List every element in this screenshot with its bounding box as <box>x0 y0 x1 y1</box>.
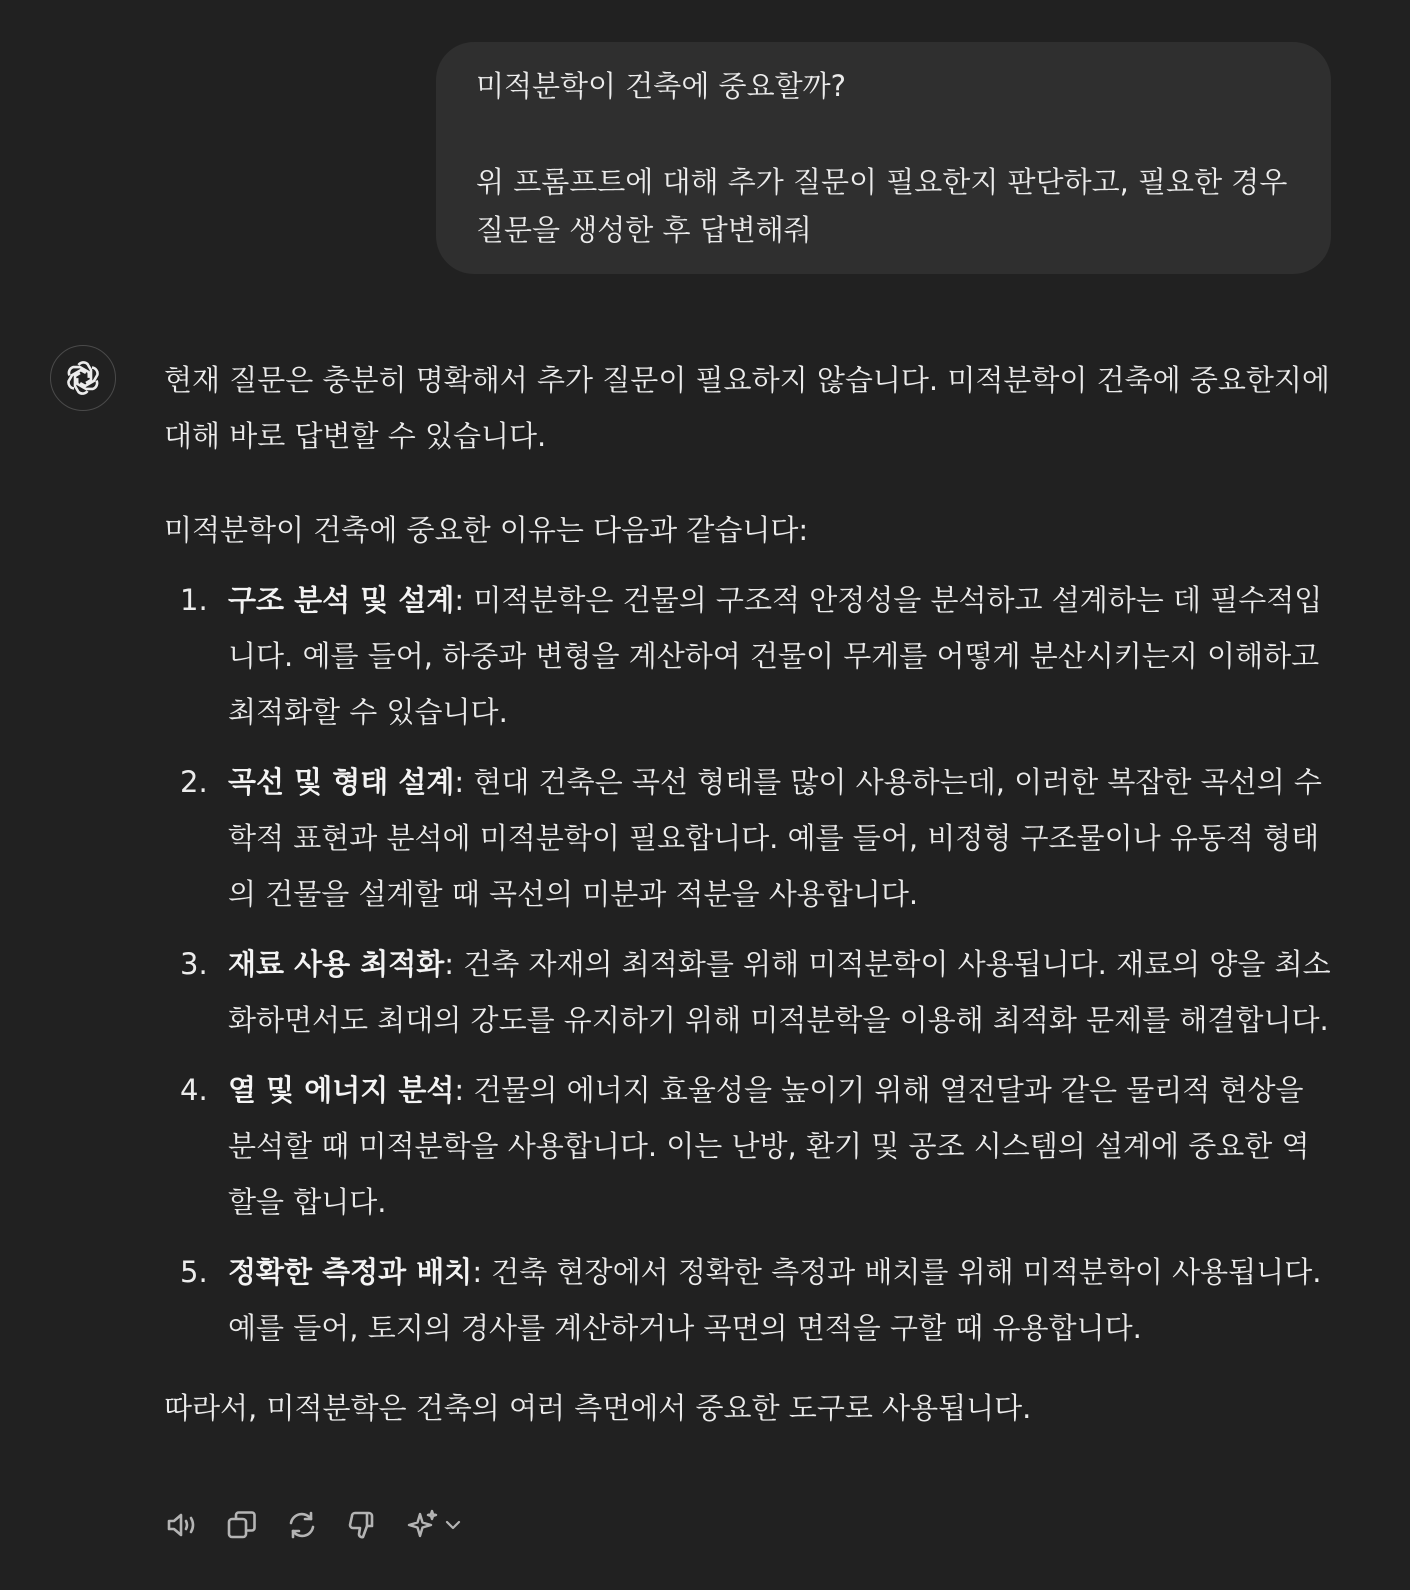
list-item-title: 열 및 에너지 분석 <box>228 1073 455 1107</box>
regenerate-button[interactable] <box>284 1507 320 1543</box>
thumbs-down-icon <box>344 1507 380 1543</box>
message-actions <box>164 1505 464 1545</box>
list-item-title: 정확한 측정과 배치 <box>228 1255 473 1289</box>
list-item-text: : 미적분학은 건물의 구조적 안정성을 분석하고 설계하는 데 필수적입니다. 예를 들어, 하중과 변형을 계산하여 건물이 무게를 어떻게 분산시키는지 이해하고 최적화할 수 있습니다. <box>228 583 1323 729</box>
list-item <box>164 936 1334 1048</box>
answer-lead: 미적분학이 건축에 중요한 이유는 다음과 같습니다: <box>164 513 809 547</box>
list-item-title: 재료 사용 최적화 <box>228 947 445 981</box>
user-message-line: 질문을 생성한 후 답변해줘 <box>476 213 812 247</box>
list-number: 1. <box>180 583 208 617</box>
speaker-icon <box>164 1507 200 1543</box>
user-message-bubble <box>436 42 1331 274</box>
answer-list <box>164 572 1334 1356</box>
list-item <box>164 754 1334 922</box>
copy-button[interactable] <box>224 1507 260 1543</box>
list-number: 5. <box>180 1255 208 1289</box>
sparkle-icon <box>405 1507 441 1543</box>
list-item-title: 곡선 및 형태 설계 <box>228 765 455 799</box>
list-item-text: : 건축 자재의 최적화를 위해 미적분학이 사용됩니다. 재료의 양을 최소화하면서도 최대의 강도를 유지하기 위해 미적분학을 이용해 최적화 문제를 해결합니다. <box>228 947 1331 1037</box>
list-item-text: : 건물의 에너지 효율성을 높이기 위해 열전달과 같은 물리적 현상을 분석할 때 미적분학을 사용합니다. 이는 난방, 환기 및 공조 시스템의 설계에 중요한 역할을 합니다. <box>228 1073 1310 1219</box>
bad-response-button[interactable] <box>344 1507 380 1543</box>
list-item <box>164 1062 1334 1230</box>
answer-intro: 현재 질문은 충분히 명확해서 추가 질문이 필요하지 않습니다. 미적분학이 건축에 중요한지에 대해 바로 답변할 수 있습니다. <box>164 363 1330 453</box>
user-message-line: 위 프롬프트에 대해 추가 질문이 필요한지 판단하고, 필요한 경우 <box>476 165 1288 199</box>
list-item-text: : 현대 건축은 곡선 형태를 많이 사용하는데, 이러한 복잡한 곡선의 수학적 표현과 분석에 미적분학이 필요합니다. 예를 들어, 비정형 구조물이나 유동적 형태의 건물을 설계할 때 곡선의 미분과 적분을 사용합니다. <box>228 765 1322 911</box>
list-item <box>164 572 1334 740</box>
user-message-line: 미적분학이 건축에 중요할까? <box>476 69 846 103</box>
list-number: 2. <box>180 765 208 799</box>
assistant-avatar <box>50 345 116 411</box>
copy-icon <box>224 1507 260 1543</box>
list-item-title: 구조 분석 및 설계 <box>228 583 455 617</box>
list-item <box>164 1244 1334 1356</box>
read-aloud-button[interactable] <box>164 1507 200 1543</box>
list-number: 3. <box>180 947 208 981</box>
openai-logo-icon <box>63 358 103 398</box>
refresh-icon <box>284 1507 320 1543</box>
list-item-text: : 건축 현장에서 정확한 측정과 배치를 위해 미적분학이 사용됩니다. 예를 들어, 토지의 경사를 계산하거나 곡면의 면적을 구할 때 유용합니다. <box>228 1255 1322 1345</box>
assistant-message <box>164 352 1334 1436</box>
switch-model-button[interactable] <box>404 1507 464 1543</box>
list-number: 4. <box>180 1073 208 1107</box>
chevron-down-icon <box>443 1515 463 1535</box>
answer-conclusion: 따라서, 미적분학은 건축의 여러 측면에서 중요한 도구로 사용됩니다. <box>164 1391 1032 1425</box>
